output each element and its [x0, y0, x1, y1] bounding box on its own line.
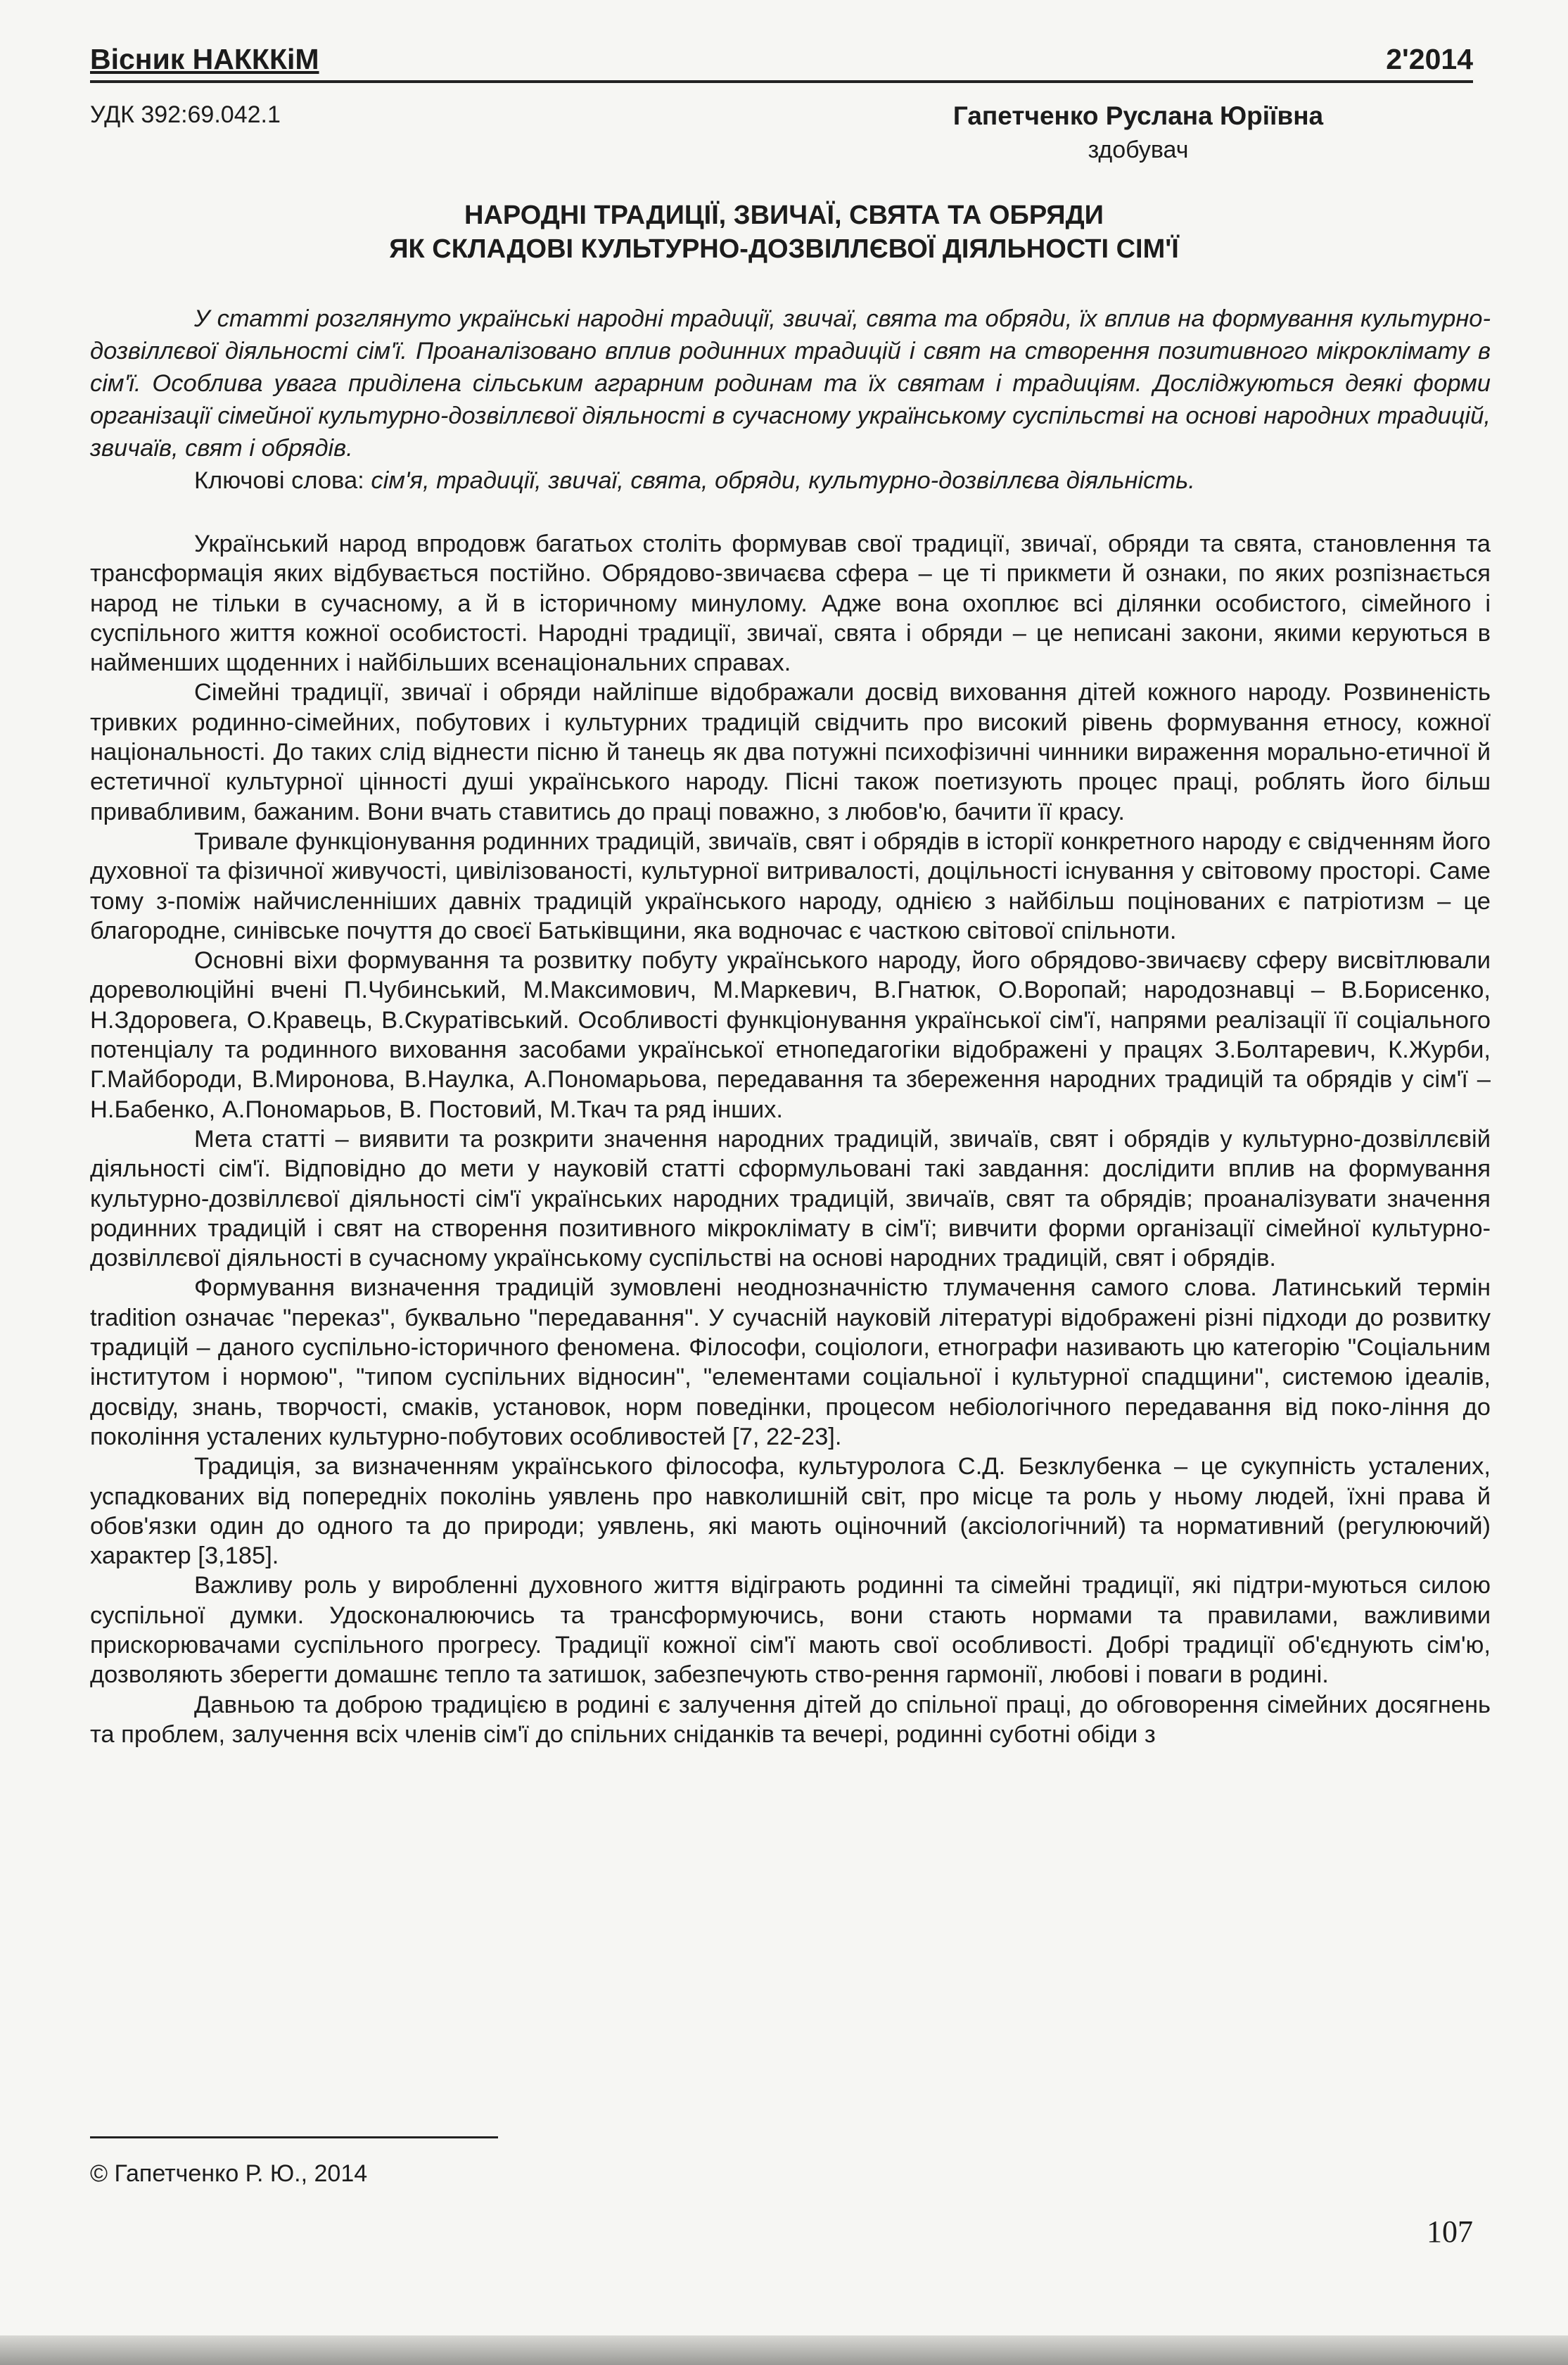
keywords-label: Ключові слова:: [194, 467, 364, 494]
paragraph: Основні віхи формування та розвитку побуту українського народу, його обрядово-звичаєву сферу висвітлювали дореволюційні вчені П.Чубинський, М.Максимович, М.Маркевич, В.Гнатюк, О.Воропай; народознавці – В.Борисенко, Н.Здоровега, О.Кравець, В.Скуратівський. Особливості функціонування української сім'ї, напрями реалізації її соціального потенціалу та родинного виховання засобами української етнопедагогіки відображені у працях З.Болтаревич, К.Журби, Г.Майбороди, В.Миронова, В.Наулка, А.Пономарьова, передавання та збереження народних традицій та обрядів у сім'ї – Н.Бабенко, А.Пономарьов, В. Постовий, М.Ткач та ряд інших.: [90, 947, 1491, 1123]
article-title-line-2: ЯК СКЛАДОВІ КУЛЬТУРНО-ДОЗВІЛЛЄВОЇ ДІЯЛЬНОСТІ СІМ'Ї: [389, 234, 1179, 264]
paragraph: Важливу роль у виробленні духовного життя відіграють родинні та сімейні традиції, які підтри-муються силою суспільної думки. Удосконалюючись та трансформуючись, вони стають нормами та правилами, важливими прискорювачами суспільного прогресу. Традиції кожної сім'ї мають свої особливості. Добрі традиції об'єднують сім'ю, дозволяють зберегти домашнє тепло та затишок, забезпечують ство-рення гармонії, любові і поваги в родині.: [90, 1572, 1491, 1689]
issue-number: 2'2014: [1386, 43, 1473, 75]
author-block: [934, 101, 1342, 164]
article-title: [141, 198, 1427, 266]
paragraph: Формування визначення традицій зумовлені неоднозначністю тлумачення самого слова. Латинський термін tradition означає "переказ", буквально "передавання". У сучасній науковій літературі відображені різні підходи до розвитку традицій – даного суспільно-історичного феномена. Філософи, соціологи, етнографи називають цю категорію "Соціальним інститутом і нормою", "типом суспільних відносин", "елементами соціальної і культурної спадщини", системою ідеалів, досвіду, знань, творчості, смаків, установок, норм поведінки, процесом небіологічного передавання від поко-ління до покоління усталених культурно-побутових особливостей [7, 22-23].: [90, 1274, 1491, 1450]
paragraph: Давньою та доброю традицією в родині є залучення дітей до спільної праці, до обговорення сімейних досягнень та проблем, залучення всіх членів сім'ї до спільних сніданків та вечері, родинні суботні обіди з: [90, 1691, 1491, 1748]
article-title-line-1: НАРОДНІ ТРАДИЦІЇ, ЗВИЧАЇ, СВЯТА ТА ОБРЯДИ: [464, 201, 1104, 230]
paragraph: Традиція, за визначенням українського філософа, культуролога С.Д. Безклубенка – це сукупність усталених, успадкованих від попередніх поколінь уявлень про навколишній світ, про місце та роль у ньому людей, їхні права й обов'язки один до одного та до природи; уявлень, які мають оціночний (аксіологічний) та нормативний (регулюючий) характер [3,185].: [90, 1453, 1491, 1570]
paragraph: Український народ впродовж багатьох століть формував свої традиції, звичаї, обряди та свята, становлення та трансформація яких відбувається постійно. Обрядово-звичаєва сфера – це ті прикмети й ознаки, по яких розпізнається народ не тільки в сучасному, а й в історичному минулому. Адже вона охоплює всі ділянки особистого, сімейного і суспільного життя кожної особистості. Народні традиції, звичаї, свята і обряди – це неписані закони, якими керуються в найменших щоденних і найбільших всенаціональних справах.: [90, 531, 1491, 677]
author-title: здобувач: [1088, 137, 1189, 163]
keywords: [90, 464, 1491, 497]
keywords-values: сім'я, традиції, звичаї, свята, обряди, культурно-дозвіллєва діяльність.: [371, 467, 1195, 494]
paragraph: Мета статті – виявити та розкрити значення народних традицій, звичаїв, свят і обрядів у культурно-дозвіллєвій діяльності сім'ї. Відповідно до мети у науковій статті сформульовані такі завдання: дослідити вплив на формування культурно-дозвіллєвої діяльності сім'ї українських народних традицій, звичаїв, свят та обрядів; проаналізувати значення родинних традицій і свят на створення позитивного мікроклімату в сім'ї; вивчити форми організації сімейної культурно-дозвіллєвої діяльності в сучасному українському суспільстві на основі народних традицій, свят і обрядів.: [90, 1125, 1491, 1272]
author-name: Гапетченко Руслана Юріївна: [952, 101, 1324, 130]
article-body: [90, 529, 1491, 1749]
paragraph: Сімейні традиції, звичаї і обряди найліпше відображали досвід виховання дітей кожного народу. Розвиненість тривких родинно-сімейних, побутових і культурних традицій свідчить про високий рівень формування етносу, кожної національності. До таких слід віднести пісню й танець як два потужні психофізичні чинники вираження морально-етичної й естетичної культурної цінності душі українського народу. Пісні також поетизують процес праці, роблять його більш привабливим, бажаним. Вони вчать ставитись до праці поважно, з любов'ю, бачити її красу.: [90, 679, 1491, 825]
footnote-divider: [90, 2136, 498, 2138]
scan-edge: [0, 2335, 1568, 2365]
copyright-footnote: © Гапетченко Р. Ю., 2014: [90, 2160, 368, 2187]
page-number: 107: [1427, 2214, 1473, 2249]
journal-name: Вісник НАКККіМ: [90, 43, 319, 75]
udc-code: УДК 392:69.042.1: [90, 101, 281, 128]
abstract: У статті розглянуто українські народні традиції, звичаї, свята та обряди, їх вплив на формування культурно-дозвіллєвої діяльності сім'ї. Проаналізовано вплив родинних традицій і свят на створення позитивного мікроклімату в сім'ї. Особлива увага приділена сільським аграрним родинам та їх святам і традиціям. Досліджуються деякі форми організації сімейної культурно-дозвіллєвої діяльності в сучасному українському суспільстві на основі народних традицій, звичаїв, свят і обрядів.: [90, 305, 1491, 462]
journal-header: [90, 30, 1473, 83]
paragraph: Тривале функціонування родинних традицій, звичаїв, свят і обрядів в історії конкретного народу є свідченням його духовної та фізичної живучості, цивілізованості, культурної витривалості, доцільності існування у світовому просторі. Саме тому з-поміж найчисленніших давніх традицій українського народу, однією з найбільш поцінованих є патріотизм – це благородне, синівське почуття до своєї Батьківщини, яка водночас є часткою світової спільноти.: [90, 828, 1491, 944]
